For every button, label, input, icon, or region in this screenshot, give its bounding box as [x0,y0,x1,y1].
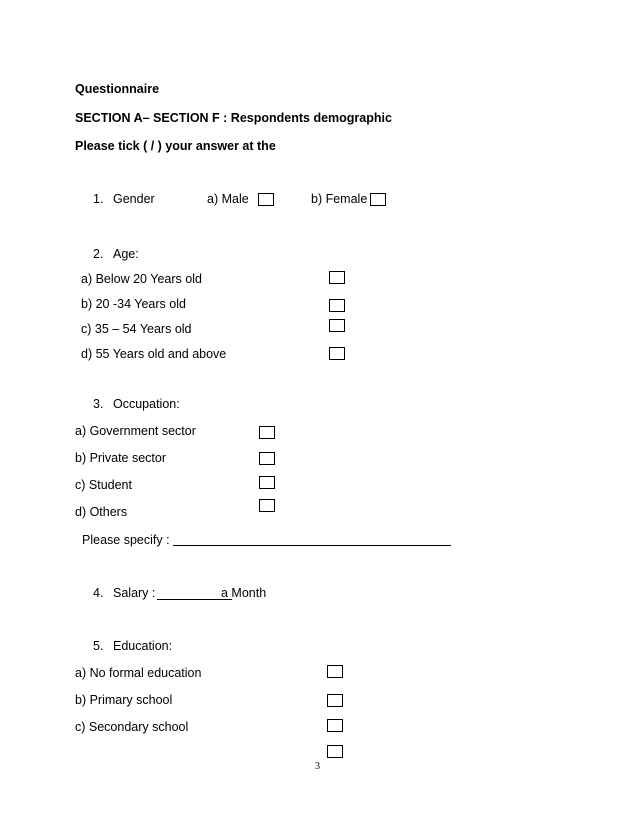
q5-option-a-label: a) No formal education [75,666,202,680]
q5-option-a-checkbox[interactable] [327,665,343,678]
q5-option-c-checkbox[interactable] [327,719,343,732]
q5-option-b-checkbox[interactable] [327,694,343,707]
page-number: 3 [315,761,320,772]
q2-option-a-label: a) Below 20 Years old [81,272,202,286]
instruction-text: Please tick ( / ) your answer at the [75,139,276,153]
q2-option-b-checkbox[interactable] [329,299,345,312]
q2-option-d-checkbox[interactable] [329,347,345,360]
q3-option-a-label: a) Government sector [75,424,196,438]
q3-option-d-checkbox[interactable] [259,499,275,512]
q2-label: Age: [113,247,139,261]
q4-number: 4. [93,586,104,600]
q4-suffix: a Month [221,586,267,600]
q2-option-a-checkbox[interactable] [329,271,345,284]
q2-option-b-label: b) 20 -34 Years old [81,297,186,311]
q2-number: 2. [93,247,104,261]
page-title: Questionnaire [75,82,160,96]
q3-option-b-label: b) Private sector [75,451,167,465]
q3-specify-label: Please specify : [82,533,170,547]
q3-label: Occupation: [113,397,180,411]
q3-number: 3. [93,397,104,411]
q5-option-b-label: b) Primary school [75,693,173,707]
q3-option-c-label: c) Student [75,478,132,492]
q3-specify-input-line[interactable] [173,545,451,546]
q3-option-a-checkbox[interactable] [259,426,275,439]
q1-female-checkbox[interactable] [370,193,386,206]
q3-option-d-label: d) Others [75,505,128,519]
q1-label: Gender [113,192,155,206]
q1-option-male-label: a) Male [207,192,249,206]
q1-option-female-label: b) Female [311,192,368,206]
q5-option-c-label: c) Secondary school [75,720,189,734]
q2-option-c-label: c) 35 – 54 Years old [81,322,192,336]
q4-label: Salary : [113,586,156,600]
q5-option-d-checkbox[interactable] [327,745,343,758]
q1-number: 1. [93,192,104,206]
section-title: SECTION A– SECTION F : Respondents demographic [75,111,392,125]
q2-option-c-checkbox[interactable] [329,319,345,332]
q1-male-checkbox[interactable] [258,193,274,206]
q3-option-b-checkbox[interactable] [259,452,275,465]
q5-label: Education: [113,639,173,653]
q2-option-d-label: d) 55 Years old and above [81,347,227,361]
q5-number: 5. [93,639,104,653]
q3-option-c-checkbox[interactable] [259,476,275,489]
